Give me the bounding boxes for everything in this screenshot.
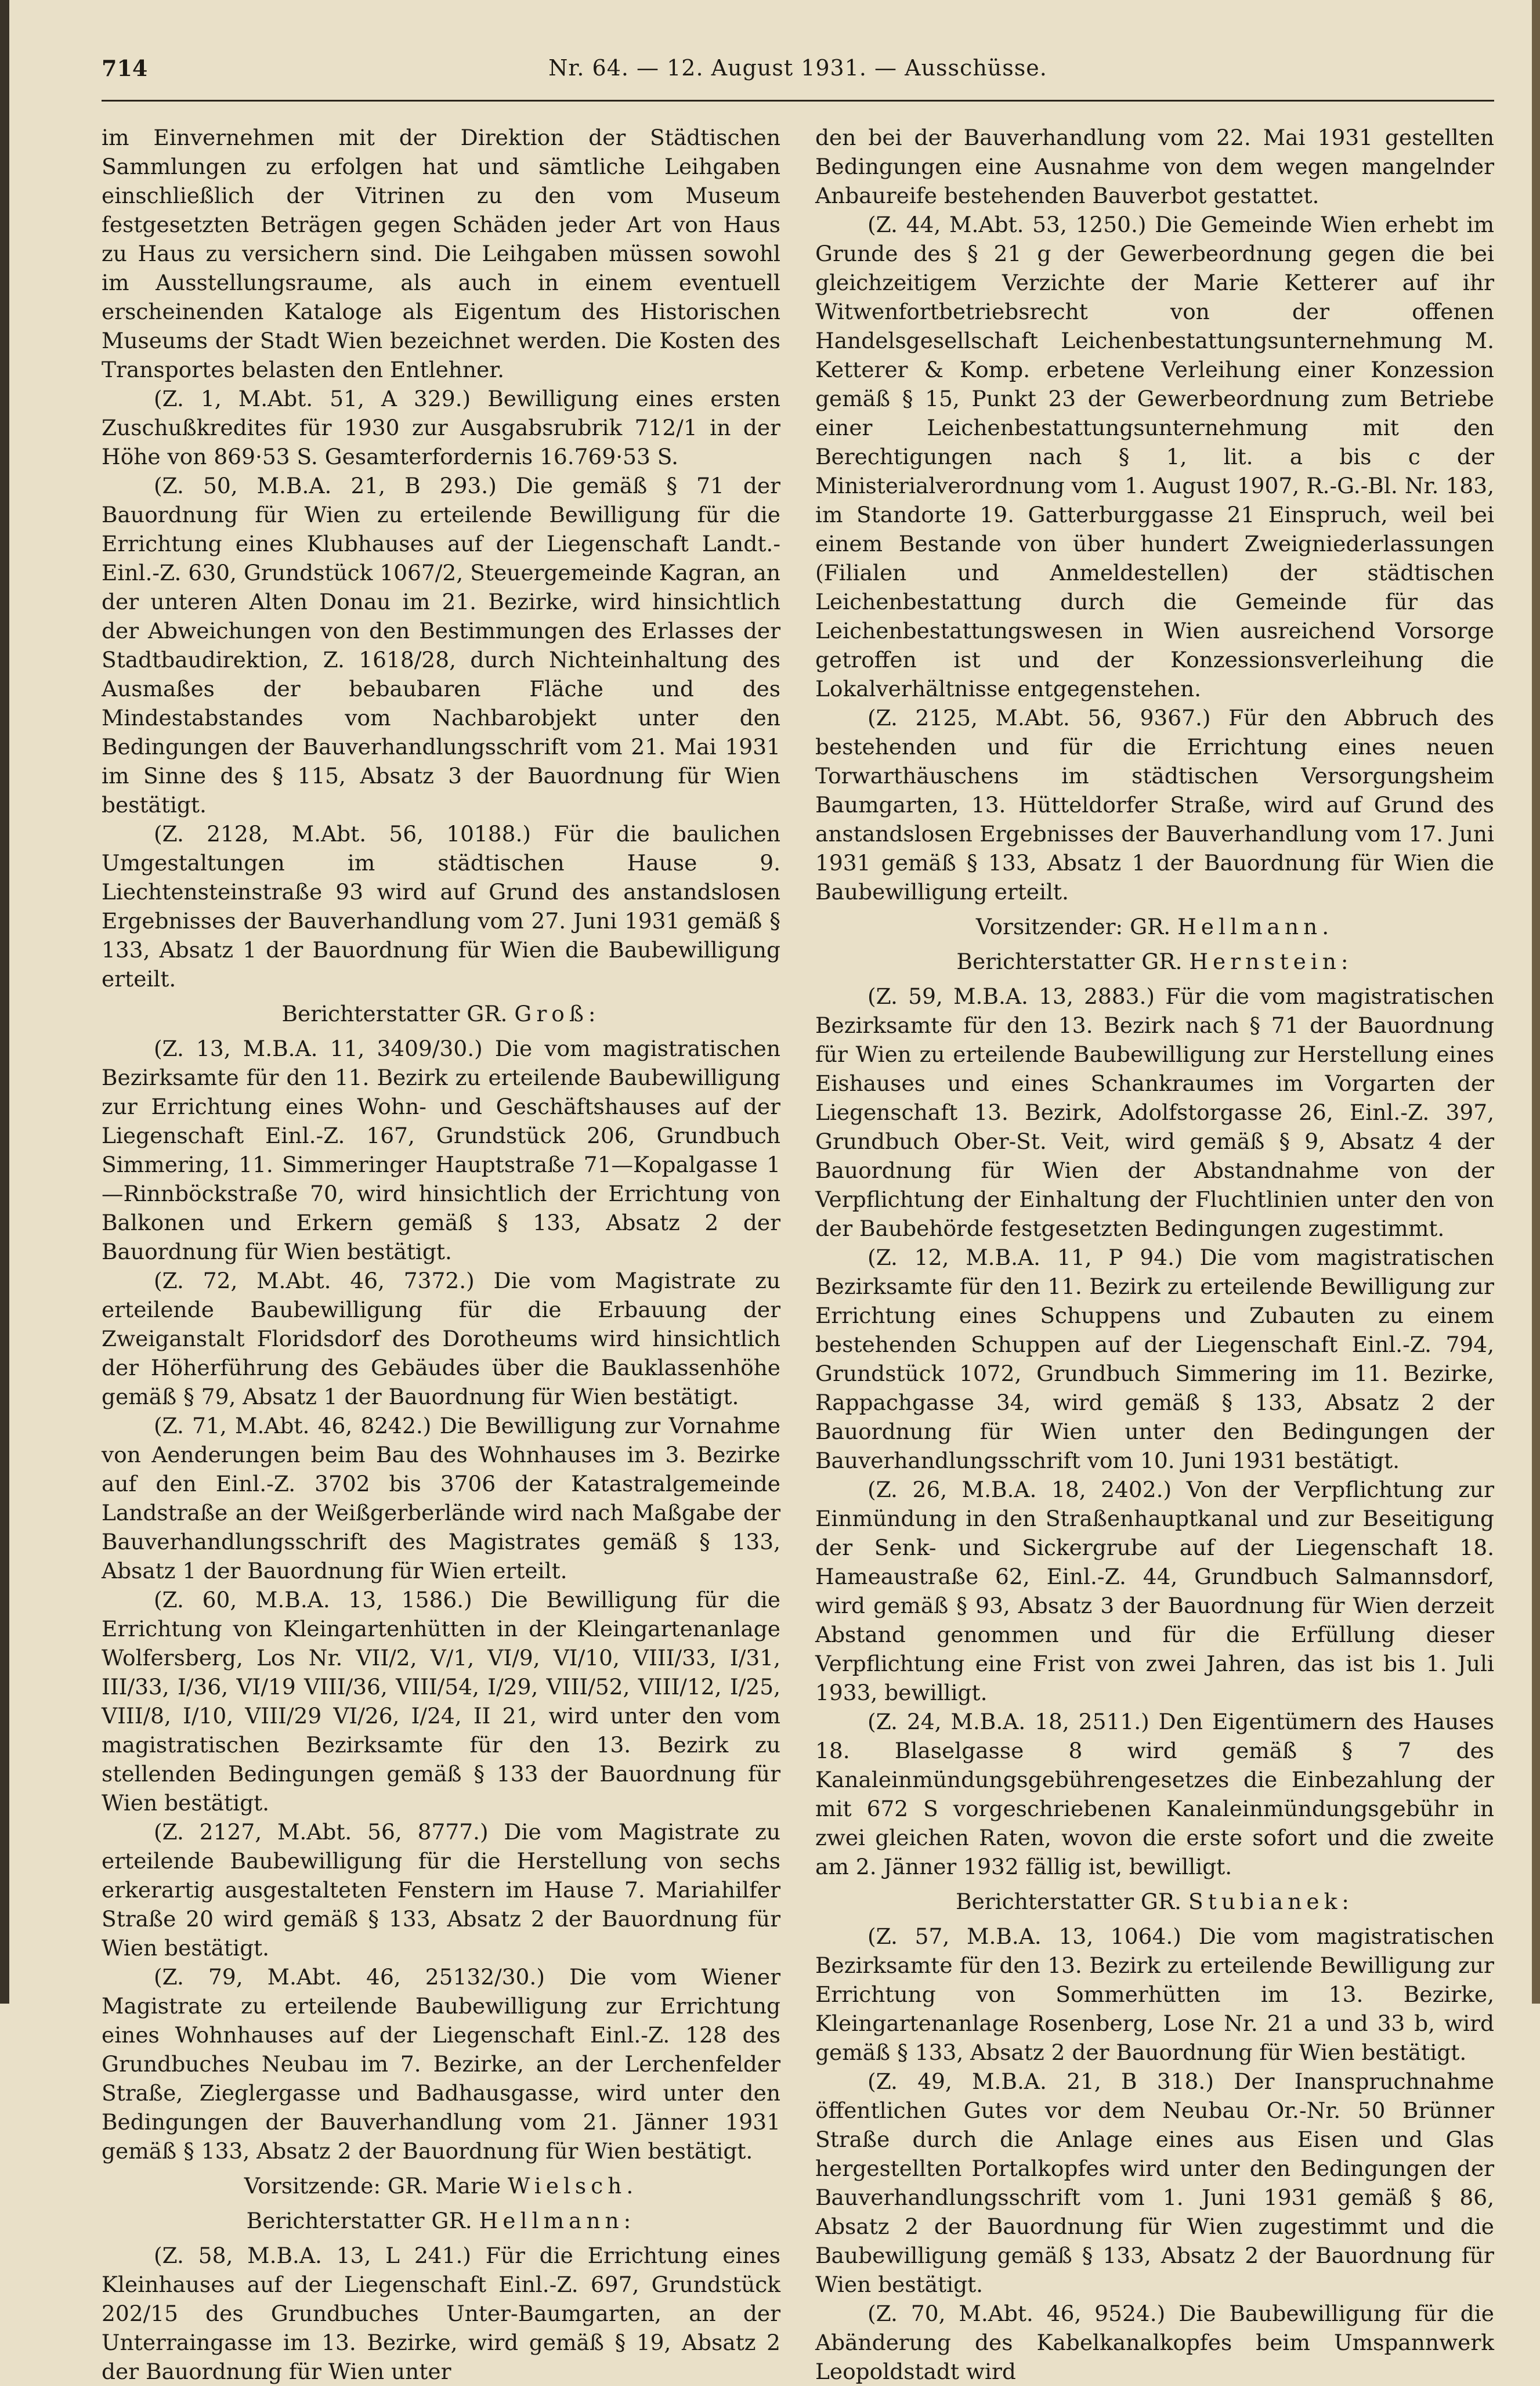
reporter-label: Berichterstatter GR. bbox=[956, 949, 1183, 974]
paragraph: (Z. 72, M.Abt. 46, 7372.) Die vom Magistrate zu erteilende Baubewilligung für die Erbauung der Zweiganstalt Floridsdorf des Dorotheums wird hinsichtlich der Höherführung des Gebäudes über die Bauklassenhöhe gemäß § 79, Absatz 1 der Bauordnung für Wien bestätigt. bbox=[102, 1268, 780, 1409]
header-rule bbox=[102, 100, 1494, 102]
paragraph: (Z. 1, M.Abt. 51, A 329.) Bewilligung eines ersten Zuschußkredites für 1930 zur Ausgabsrubrik 712/1 in der Höhe von 869·53 S. Gesamterfordernis 16.769·53 S. bbox=[102, 386, 780, 469]
page-number: 714 bbox=[102, 55, 148, 81]
reporter-name: Stubianek: bbox=[1188, 1889, 1354, 1914]
paragraph: (Z. 24, M.B.A. 18, 2511.) Den Eigentümern des Hauses 18. Blaselgasse 8 wird gemäß § 7 des Kanaleinmündungsgebührengesetzes die Einbezahlung der mit 672 S vorgeschriebenen Kanaleinmündungsgebühr in zwei gleichen Raten, wovon die erste sofort und die zweite am 2. Jänner 1932 fällig ist, bewilligt. bbox=[815, 1709, 1494, 1879]
chair-name: Wielsch. bbox=[507, 2173, 638, 2199]
page-header bbox=[102, 55, 1494, 90]
paragraph: (Z. 60, M.B.A. 13, 1586.) Die Bewilligung für die Errichtung von Kleingartenhütten in der Kleingartenanlage Wolfersberg, Los Nr. VII/2, V/1, VI/9, VI/10, VIII/33, I/31, III/33, I/36, VI/19 VIII/36, VIII/54, I/29, VIII/52, VIII/12, I/25, VIII/8, I/10, VIII/29 VI/26, I/24, II 21, wird unter den vom magistratischen Bezirksamte für den 13. Bezirk zu stellenden Bedingungen gemäß § 133 der Bauordnung für Wien bestätigt. bbox=[102, 1587, 780, 1816]
paragraph: (Z. 26, M.B.A. 18, 2402.) Von der Verpflichtung zur Einmündung in den Straßenhauptkanal und zur Beseitigung der Senk- und Sickergrube auf der Liegenschaft 18. Hameaustraße 62, Einl.-Z. 44, Grundbuch Salmannsdorf, wird gemäß § 93, Absatz 3 der Bauordnung für Wien derzeit Abstand genommen und für die Erfüllung dieser Verpflichtung eine Frist von zwei Jahren, das ist bis 1. Juli 1933, bewilligt. bbox=[815, 1477, 1494, 1705]
paragraph: (Z. 57, M.B.A. 13, 1064.) Die vom magistratischen Bezirksamte für den 13. Bezirk zu erteilende Bewilligung zur Errichtung von Sommerhütten im 13. Bezirke, Kleingartenanlage Rosenberg, Lose Nr. 21 a und 33 b, wird gemäß § 133, Absatz 2 der Bauordnung für Wien bestätigt. bbox=[815, 1924, 1494, 2065]
reporter-label: Berichterstatter GR. bbox=[246, 2208, 472, 2233]
reporter-heading bbox=[102, 2206, 780, 2235]
reporter-heading bbox=[815, 947, 1494, 976]
paragraph: (Z. 44, M.Abt. 53, 1250.) Die Gemeinde Wien erhebt im Grunde des § 21 g der Gewerbeordnung gegen die bei gleichzeitigem Verzichte der Marie Ketterer auf ihr Witwenfortbetriebsrecht von der offenen Handelsgesellschaft Leichenbestattungsunternehmung M. Ketterer & Komp. erbetene Verleihung einer Konzession gemäß § 15, Punkt 23 der Gewerbeordnung zum Betriebe einer Leichenbestattungsunternehmung mit den Berechtigungen nach § 1, lit. a bis c der Ministerialverordnung vom 1. August 1907, R.-G.-Bl. Nr. 183, im Standorte 19. Gatterburggasse 21 Einspruch, weil bei einem Bestande von über hundert Zweigniederlassungen (Filialen und Anmeldestellen) der städtischen Leichenbestattung durch die Gemeinde für das Leichenbestattungswesen in Wien ausreichend Vorsorge getroffen ist und der Konzessionsverleihung die Lokalverhältnisse entgegenstehen. bbox=[815, 212, 1494, 702]
reporter-name: Groß: bbox=[514, 1001, 601, 1026]
paragraph: (Z. 49, M.B.A. 21, B 318.) Der Inanspruchnahme öffentlichen Gutes vor dem Neubau Or.-Nr. 50 Brünner Straße durch die Anlage eines aus Eisen und Glas hergestellten Portalkopfes wird unter den Bedingungen der Bauverhandlungsschrift vom 1. Juni 1931 gemäß § 86, Absatz 2 der Bauordnung für Wien zugestimmt und die Baubewilligung gemäß § 133, Absatz 2 der Bauordnung für Wien bestätigt. bbox=[815, 2069, 1494, 2297]
chair-name: Hellmann. bbox=[1177, 914, 1334, 939]
paragraph: (Z. 79, M.Abt. 46, 25132/30.) Die vom Wiener Magistrate zu erteilende Baubewilligung zur Errichtung eines Wohnhauses auf der Liegenschaft Einl.-Z. 128 des Grundbuches Neubau im 7. Bezirke, an der Lerchenfelder Straße, Zieglergasse und Badhausgasse, wird unter den Bedingungen der Bauverhandlung vom 21. Jänner 1931 gemäß § 133, Absatz 2 der Bauordnung für Wien bestätigt. bbox=[102, 1964, 780, 2164]
paragraph: (Z. 58, M.B.A. 13, L 241.) Für die Errichtung eines Kleinhauses auf der Liegenschaft Einl.-Z. 697, Grundstück 202/15 des Grundbuches Unter-Baumgarten, an der Unterraingasse im 13. Bezirke, wird gemäß § 19, Absatz 2 der Bauordnung für Wien unter bbox=[102, 2243, 780, 2384]
paragraph: (Z. 59, M.B.A. 13, 2883.) Für die vom magistratischen Bezirksamte für den 13. Bezirk nach § 71 der Bauordnung für Wien zu erteilende Baubewilligung zur Herstellung eines Eishauses und eines Schankraumes im Vorgarten der Liegenschaft 13. Bezirk, Adolfstorgasse 26, Einl.-Z. 397, Grundbuch Ober-St. Veit, wird gemäß § 9, Absatz 4 der Bauordnung für Wien der Abstandnahme von der Verpflichtung der Einhaltung der Fluchtlinien unter den von der Baubehörde festgesetzten Bedingungen zugestimmt. bbox=[815, 984, 1494, 1241]
paragraph: (Z. 70, M.Abt. 46, 9524.) Die Baubewilligung für die Abänderung des Kabelkanalkopfes beim Umspannwerk Leopoldstadt wird bbox=[815, 2301, 1494, 2384]
paragraph: im Einvernehmen mit der Direktion der Städtischen Sammlungen zu erfolgen hat und sämtliche Leihgaben einschließlich der Vitrinen zu den vom Museum festgesetzten Beträgen gegen Schäden jeder Art von Haus zu Haus zu versichern sind. Die Leihgaben müssen sowohl im Ausstellungsraume, als auch in einem eventuell erscheinenden Kataloge als Eigentum des Historischen Museums der Stadt Wien bezeichnet werden. Die Kosten des Transportes belasten den Entlehner. bbox=[102, 125, 780, 382]
right-column bbox=[815, 123, 1494, 2386]
paragraph: (Z. 2128, M.Abt. 56, 10188.) Für die baulichen Umgestaltungen im städtischen Hause 9. Liechtensteinstraße 93 wird auf Grund des anstandslosen Ergebnisses der Bauverhandlung vom 27. Juni 1931 gemäß § 133, Absatz 1 der Bauordnung für Wien die Baubewilligung erteilt. bbox=[102, 821, 780, 992]
paragraph: (Z. 71, M.Abt. 46, 8242.) Die Bewilligung zur Vornahme von Aenderungen beim Bau des Wohnhauses im 3. Bezirke auf den Einl.-Z. 3702 bis 3706 der Katastralgemeinde Landstraße an der Weißgerberlände wird nach Maßgabe der Bauverhandlungsschrift des Magistrates gemäß § 133, Absatz 1 der Bauordnung für Wien erteilt. bbox=[102, 1413, 780, 1584]
reporter-heading bbox=[815, 1887, 1494, 1916]
paragraph: (Z. 13, M.B.A. 11, 3409/30.) Die vom magistratischen Bezirksamte für den 11. Bezirk zu erteilende Baubewilligung zur Errichtung eines Wohn- und Geschäftshauses auf der Liegenschaft Einl.-Z. 167, Grundstück 206, Grundbuch Simmering, 11. Simmeringer Hauptstraße 71—Kopalgasse 1—Rinnböckstraße 70, wird hinsichtlich der Errichtung von Balkonen und Erkern gemäß § 133, Absatz 2 der Bauordnung für Wien bestätigt. bbox=[102, 1036, 780, 1264]
scan-edge-right bbox=[1532, 0, 1540, 2004]
reporter-label: Berichterstatter GR. bbox=[281, 1001, 508, 1026]
reporter-label: Berichterstatter GR. bbox=[956, 1889, 1182, 1914]
chair-heading bbox=[815, 912, 1494, 941]
paragraph: den bei der Bauverhandlung vom 22. Mai 1931 gestellten Bedingungen eine Ausnahme von dem wegen mangelnder Anbaureife bestehenden Bauverbot gestattet. bbox=[815, 125, 1494, 208]
reporter-name: Hellmann: bbox=[479, 2208, 636, 2233]
reporter-name: Hernstein: bbox=[1189, 949, 1353, 974]
reporter-heading bbox=[102, 999, 780, 1028]
paragraph: (Z. 12, M.B.A. 11, P 94.) Die vom magistratischen Bezirksamte für den 11. Bezirk zu erteilende Bewilligung zur Errichtung eines Schuppens und Zubauten zu einem bestehenden Schuppen auf der Liegenschaft Einl.-Z. 794, Grundstück 1072, Grundbuch Simmering im 11. Bezirke, Rappachgasse 34, wird gemäß § 133, Absatz 2 der Bauordnung für Wien unter den Bedingungen der Bauverhandlungsschrift vom 10. Juni 1931 bestätigt. bbox=[815, 1245, 1494, 1473]
paragraph: (Z. 50, M.B.A. 21, B 293.) Die gemäß § 71 der Bauordnung für Wien zu erteilende Bewilligung für die Errichtung eines Klubhauses auf der Liegenschaft Landt.-Einl.-Z. 630, Grundstück 1067/2, Steuergemeinde Kagran, an der unteren Alten Donau im 21. Bezirke, wird hinsichtlich der Abweichungen von den Bestimmungen des Erlasses der Stadtbaudirektion, Z. 1618/28, durch Nichteinhaltung des Ausmaßes der bebaubaren Fläche und des Mindestabstandes vom Nachbarobjekt unter den Bedingungen der Bauverhandlungsschrift vom 21. Mai 1931 im Sinne des § 115, Absatz 3 der Bauordnung für Wien bestätigt. bbox=[102, 473, 780, 818]
chair-heading bbox=[102, 2171, 780, 2200]
left-column bbox=[102, 123, 780, 2386]
running-head: Nr. 64. — 12. August 1931. — Ausschüsse. bbox=[548, 55, 1047, 81]
paragraph: (Z. 2127, M.Abt. 56, 8777.) Die vom Magistrate zu erteilende Baubewilligung für die Herstellung von sechs erkerartig ausgestalteten Fenstern im Hause 7. Mariahilfer Straße 20 wird gemäß § 133, Absatz 2 der Bauordnung für Wien bestätigt. bbox=[102, 1819, 780, 1961]
chair-label: Vorsitzender: GR. bbox=[975, 914, 1171, 939]
chair-label: Vorsitzende: GR. Marie bbox=[244, 2173, 501, 2199]
paragraph: (Z. 2125, M.Abt. 56, 9367.) Für den Abbruch des bestehenden und für die Errichtung eines neuen Torwarthäuschens im städtischen Versorgungsheim Baumgarten, 13. Hütteldorfer Straße, wird auf Grund des anstandslosen Ergebnisses der Bauverhandlung vom 17. Juni 1931 gemäß § 133, Absatz 1 der Bauordnung für Wien die Baubewilligung erteilt. bbox=[815, 705, 1494, 905]
scan-edge-left bbox=[0, 0, 9, 2004]
